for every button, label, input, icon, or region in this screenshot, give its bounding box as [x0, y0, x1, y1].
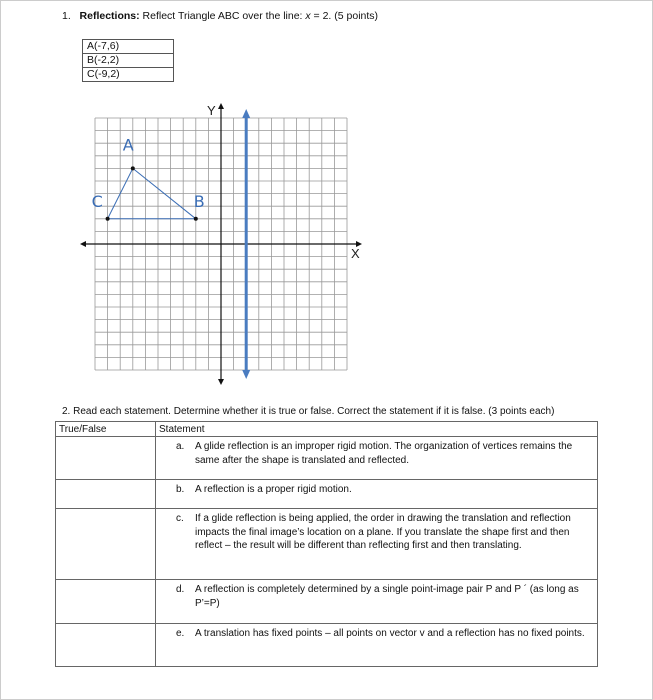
question-heading: Reflections: [79, 10, 140, 22]
vertex-label-b: B [193, 191, 205, 211]
statement-b [156, 480, 597, 497]
reflection-line-arrow-up-icon [242, 109, 250, 118]
vertex-c [106, 217, 110, 221]
statement-letter: d. [176, 584, 185, 595]
statements-table [55, 421, 598, 667]
vertex-label-a: A [122, 135, 134, 155]
statement-a [156, 437, 597, 467]
statement-c [156, 509, 597, 553]
statement-letter: c. [176, 513, 184, 524]
answer-cell-d[interactable] [56, 580, 156, 624]
statement-text: A translation has fixed points – all points on vector v and a reflection has no fixed points. [195, 628, 585, 639]
statement-letter: a. [176, 441, 185, 452]
header-statement: Statement [156, 422, 598, 437]
reflection-line-arrow-down-icon [242, 370, 250, 379]
header-true-false: True/False [56, 422, 156, 437]
y-axis-arrow-down-icon [218, 379, 224, 385]
question-text-end: = 2. (5 points) [310, 10, 379, 22]
vertex-a [131, 166, 135, 170]
statement-text: If a glide reflection is being applied, the order in drawing the translation and reflection impacts the final image’s location on a plane. If you translate the shape first and then reflect – the result will be different than reflecting first and then translating. [195, 513, 571, 551]
answer-cell-b[interactable] [56, 480, 156, 509]
answer-cell-e[interactable] [56, 624, 156, 667]
answer-cell-a[interactable] [56, 437, 156, 480]
statement-letter: b. [176, 484, 185, 495]
x-axis-label: X [351, 246, 360, 261]
statement-text: A glide reflection is an improper rigid motion. The organization of vertices remains the same after the shape is translated and reflected. [195, 441, 573, 466]
question-text: Reflect Triangle ABC over the line: [139, 10, 306, 22]
statement-d [156, 580, 597, 610]
coordinate-graph [70, 100, 370, 390]
point-c: C(-9,2) [83, 68, 174, 82]
question-1-title [62, 10, 378, 22]
variable-x: x [305, 10, 311, 22]
statement-text: A reflection is a proper rigid motion. [195, 484, 352, 495]
vertex-label-c: C [91, 191, 103, 211]
vertex-b [194, 217, 198, 221]
question-number: 1. [62, 10, 71, 22]
y-axis-arrow-up-icon [218, 103, 224, 109]
statement-letter: e. [176, 628, 185, 639]
answer-cell-c[interactable] [56, 509, 156, 580]
statement-text: A reflection is completely determined by a single point-image pair P and P ´ (as long as P’=P) [195, 584, 579, 609]
x-axis-arrow-left-icon [80, 241, 86, 247]
statement-e [156, 624, 597, 641]
point-a: A(-7,6) [83, 40, 174, 54]
question-2-title: 2. Read each statement. Determine whether it is true or false. Correct the statement if it is false. (3 points each) [62, 406, 555, 417]
point-b: B(-2,2) [83, 54, 174, 68]
coordinates-table [82, 39, 174, 82]
y-axis-label: Y [207, 103, 216, 118]
